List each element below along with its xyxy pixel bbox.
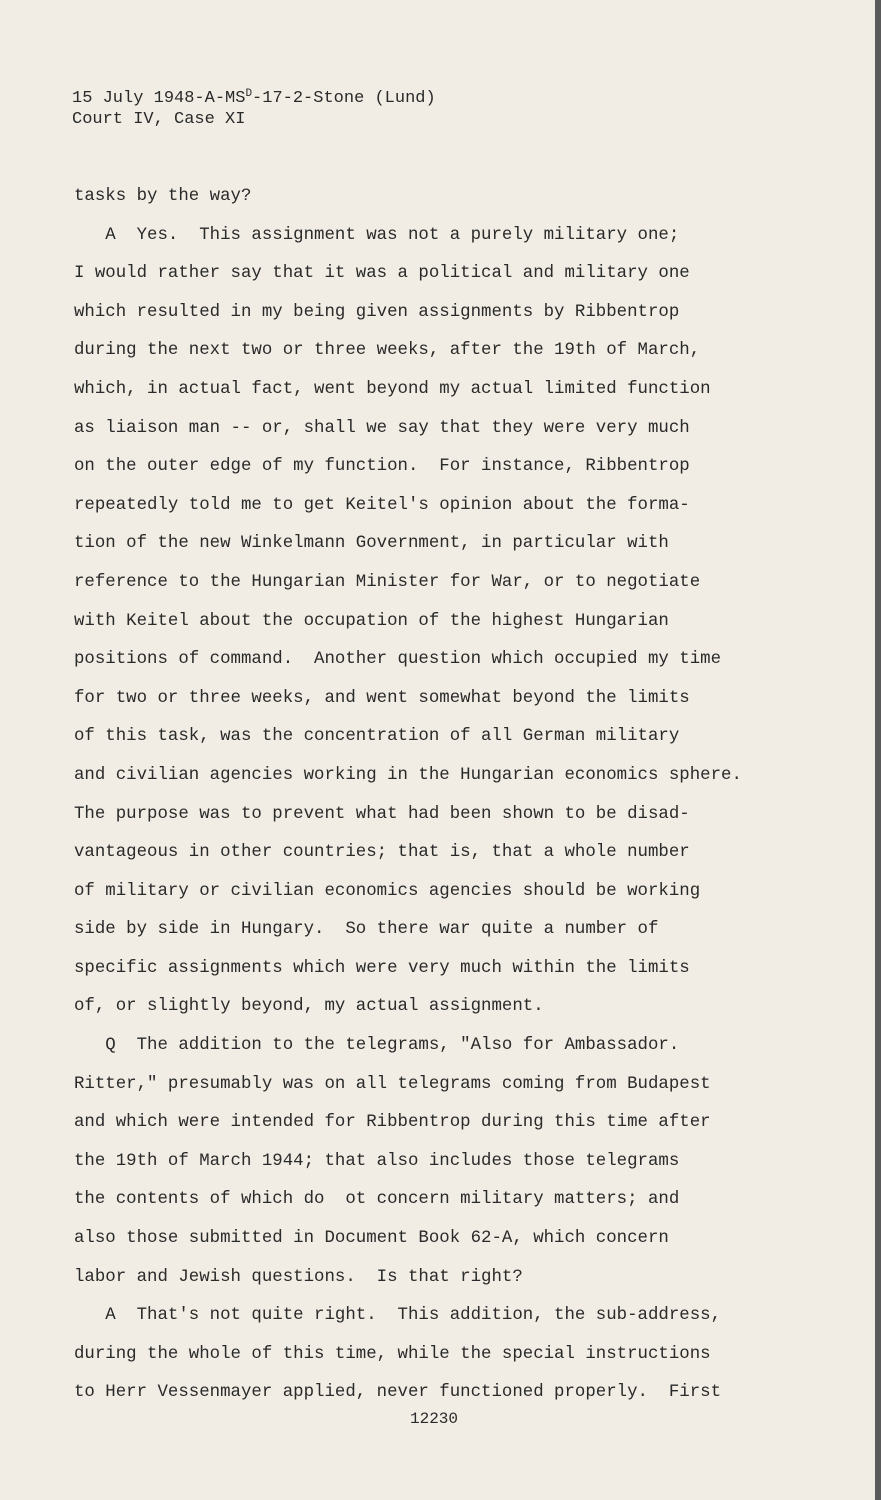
text-line: positions of command. Another question which occupied my time	[74, 650, 722, 670]
text-line: on the outer edge of my function. For instance, Ribbentrop	[74, 457, 690, 477]
transcript-body	[74, 178, 834, 1413]
text-line: repeatedly told me to get Keitel's opinion about the forma-	[74, 495, 690, 515]
text-line: tasks by the way?	[74, 187, 252, 206]
text-line: which, in actual fact, went beyond my actual limited function	[74, 379, 711, 399]
text-line: the 19th of March 1944; that also includes those telegrams	[74, 1151, 680, 1171]
text-line: the contents of which do ot concern military matters; and	[74, 1190, 680, 1210]
text-line: reference to the Hungarian Minister for War, or to negotiate	[74, 572, 701, 592]
text-line: side by side in Hungary. So there war quite a number of	[74, 920, 659, 940]
text-line: also those submitted in Document Book 62-A, which concern	[74, 1229, 669, 1249]
scan-edge	[875, 0, 881, 1500]
text-line: labor and Jewish questions. Is that right?	[74, 1267, 523, 1287]
text-line: of, or slightly beyond, my actual assignment.	[74, 997, 544, 1017]
text-line: for two or three weeks, and went somewhat beyond the limits	[74, 688, 690, 708]
text-line: during the next two or three weeks, after the 19th of March,	[74, 341, 701, 361]
text-line: A That's not quite right. This addition, the sub-address,	[74, 1306, 722, 1326]
text-line: which resulted in my being given assignments by Ribbentrop	[74, 302, 680, 322]
text-line: during the whole of this time, while the special instructions	[74, 1344, 711, 1364]
text-line: tion of the new Winkelmann Government, in particular with	[74, 534, 669, 554]
header-line-2: Court IV, Case XI	[72, 110, 246, 129]
page-number: 12230	[410, 1410, 459, 1428]
text-line: vantageous in other countries; that is, that a whole number	[74, 843, 690, 863]
text-line: specific assignments which were very much within the limits	[74, 958, 690, 978]
text-line: Ritter," presumably was on all telegrams coming from Budapest	[74, 1074, 711, 1094]
text-line: I would rather say that it was a political and military one	[74, 264, 690, 284]
text-line: of this task, was the concentration of all German military	[74, 727, 680, 747]
text-line: A Yes. This assignment was not a purely military one;	[74, 225, 680, 245]
text-line: The purpose was to prevent what had been shown to be disad-	[74, 804, 690, 824]
text-line: to Herr Vessenmayer applied, never functioned properly. First	[74, 1383, 722, 1403]
header-line-1: 15 July $1948-A-MS^D-17-2$-Stone (Lund)	[72, 88, 436, 108]
text-line: as liaison man -- or, shall we say that they were very much	[74, 418, 690, 438]
text-line: with Keitel about the occupation of the highest Hungarian	[74, 611, 669, 631]
text-line: of military or civilian economics agencies should be working	[74, 881, 701, 901]
text-line: and which were intended for Ribbentrop during this time after	[74, 1113, 711, 1133]
text-line: Q The addition to the telegrams, "Also for Ambassador.	[74, 1036, 680, 1056]
text-line: and civilian agencies working in the Hungarian economics sphere.	[74, 765, 742, 785]
document-header	[72, 88, 436, 130]
